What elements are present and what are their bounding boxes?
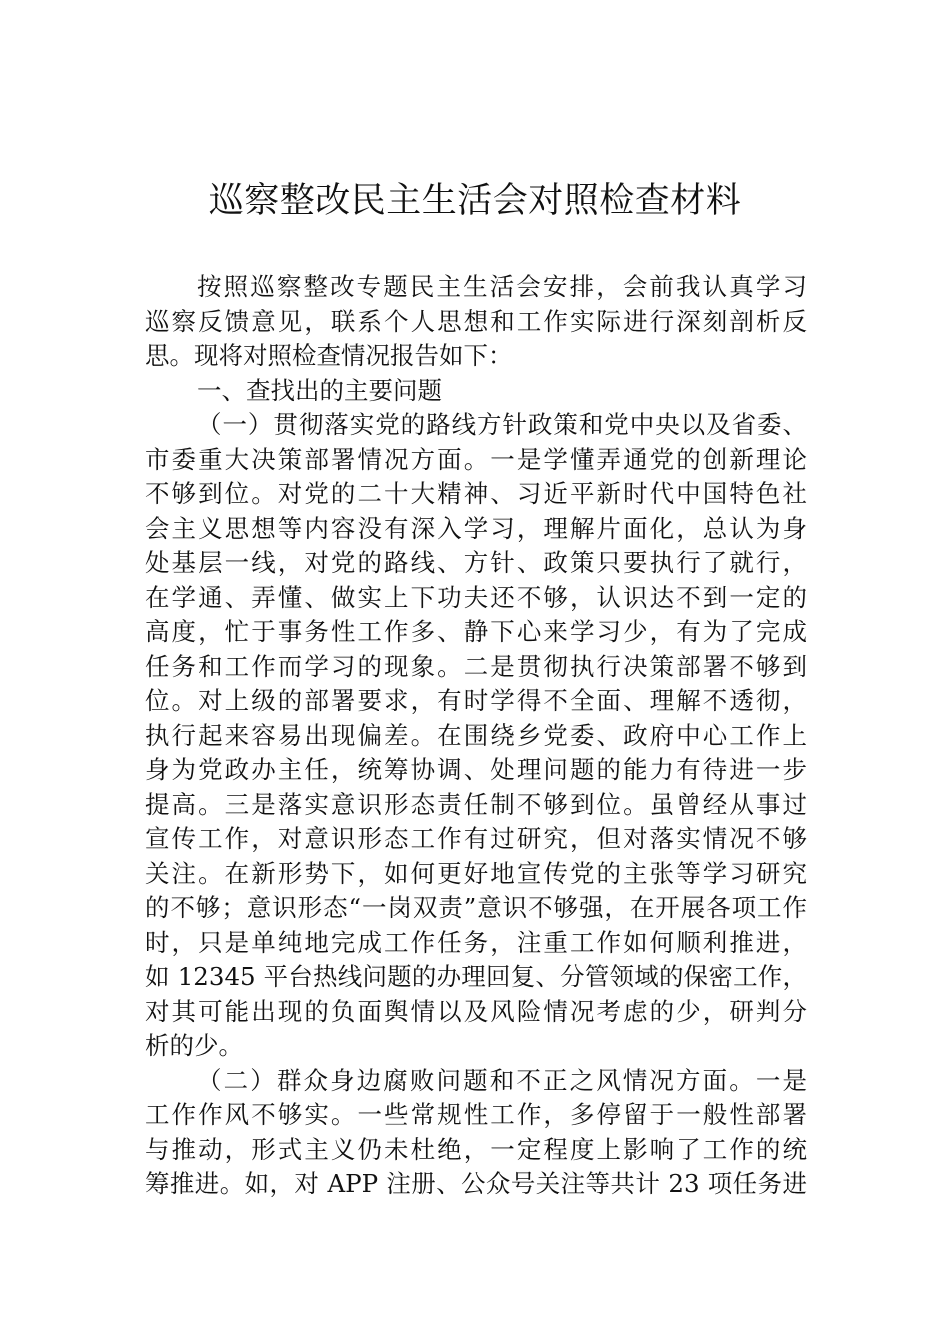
- body-line: 在学通、弄懂、做实上下功夫还不够，认识达不到一定的: [145, 582, 807, 612]
- body-line: 巡察反馈意见，联系个人思想和工作实际进行深刻剖析反: [145, 306, 807, 336]
- body-line: 析的少。: [145, 1031, 243, 1060]
- body-line: 筹推进。如，对 APP 注册、公众号关注等共计 23 项任务进: [145, 1169, 807, 1198]
- body-line: 高度，忙于事务性工作多、静下心来学习少，有为了完成: [145, 617, 807, 646]
- body-line: 会主义思想等内容没有深入学习，理解片面化，总认为身: [145, 513, 807, 543]
- body-line: 执行起来容易出现偏差。在围绕乡党委、政府中心工作上: [145, 720, 807, 750]
- body-line: 任务和工作而学习的现象。二是贯彻执行决策部署不够到: [145, 651, 807, 681]
- body-line: 位。对上级的部署要求，有时学得不全面、理解不透彻，: [145, 686, 807, 715]
- body-line: 思。现将对照检查情况报告如下：: [145, 341, 513, 370]
- document-body: [145, 270, 807, 1202]
- body-line: 处基层一线，对党的路线、方针、政策只要执行了就行，: [145, 548, 807, 577]
- body-line: 提高。三是落实意识形态责任制不够到位。虽曾经从事过: [145, 789, 807, 819]
- body-line: 时，只是单纯地完成工作任务，注重工作如何顺利推进，: [145, 927, 807, 957]
- body-line: 与推动，形式主义仍未杜绝，一定程度上影响了工作的统: [145, 1134, 807, 1164]
- body-line: 如 12345 平台热线问题的办理回复、分管领域的保密工作，: [145, 962, 807, 991]
- body-line: 不够到位。对党的二十大精神、习近平新时代中国特色社: [145, 479, 807, 508]
- body-line: 身为党政办主任，统筹协调、处理问题的能力有待进一步: [145, 755, 807, 784]
- body-line: （一）贯彻落实党的路线方针政策和党中央以及省委、: [197, 410, 807, 439]
- body-line: 按照巡察整改专题民主生活会安排，会前我认真学习: [197, 272, 807, 301]
- body-line: 对其可能出现的负面舆情以及风险情况考虑的少，研判分: [145, 996, 807, 1026]
- body-line: 一、查找出的主要问题: [197, 375, 442, 405]
- body-line: 工作作风不够实。一些常规性工作，多停留于一般性部署: [145, 1100, 807, 1129]
- document-title: 巡察整改民主生活会对照检查材料: [208, 181, 742, 221]
- body-line: 市委重大决策部署情况方面。一是学懂弄通党的创新理论: [145, 444, 807, 474]
- body-line: 的不够；意识形态“一岗双责”意识不够强，在开展各项工作: [145, 893, 807, 922]
- body-line: （二）群众身边腐败问题和不正之风情况方面。一是: [197, 1065, 807, 1095]
- body-line: 宣传工作，对意识形态工作有过研究，但对落实情况不够: [145, 824, 807, 853]
- body-line: 关注。在新形势下，如何更好地宣传党的主张等学习研究: [145, 858, 807, 888]
